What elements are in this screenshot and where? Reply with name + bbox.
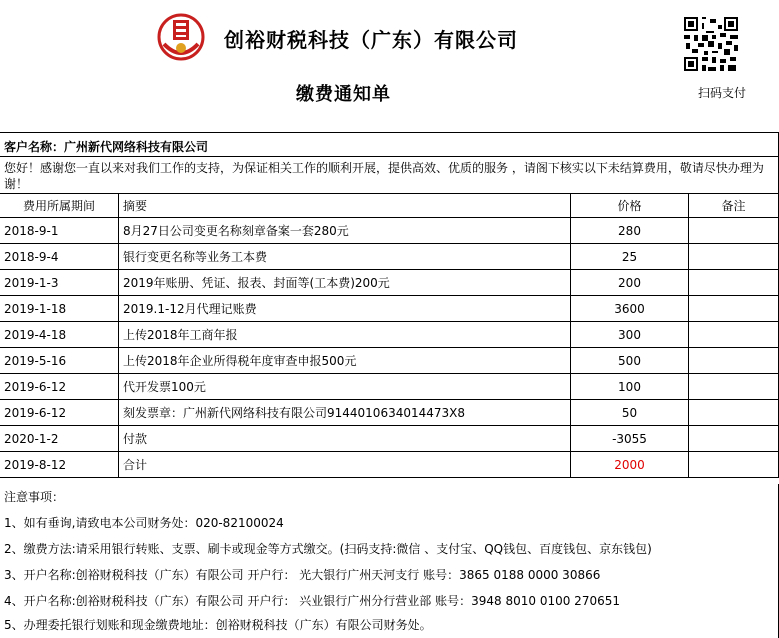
row-remark: [689, 400, 779, 425]
table-row: [0, 348, 779, 374]
row-period: 2019-6-12: [0, 400, 119, 425]
note-item: 5、办理委托银行划账和现金缴费地址：创裕财税科技（广东）有限公司财务处。: [4, 618, 432, 632]
header-remark: 备注: [689, 194, 779, 217]
note-item: 1、如有垂询,请致电本公司财务处：020-82100024: [4, 516, 284, 530]
document-header: [0, 0, 779, 130]
row-remark: [689, 322, 779, 347]
greeting-text: 您好！感谢您一直以来对我们工作的支持，为保证相关工作的顺利开展，提供高效、优质的服务 ，请阁下核实以下未结算费用，敬请尽快办理为谢！: [4, 161, 764, 191]
row-price: 300: [571, 322, 689, 347]
row-remark: [689, 348, 779, 373]
table-row: [0, 218, 779, 244]
row-summary: 8月27日公司变更名称刻章备案一套280元: [119, 218, 571, 243]
table-row: [0, 244, 779, 270]
table-row: [0, 400, 779, 426]
greeting-row: [0, 157, 779, 194]
row-summary: 2019年账册、凭证、报表、封面等(工本费)200元: [119, 270, 571, 295]
table-row: [0, 374, 779, 400]
note-item: 2、缴费方法:请采用银行转账、支票、刷卡或现金等方式缴交。(扫码支持:微信 、支付宝、QQ钱包、百度钱包、京东钱包): [4, 542, 652, 556]
row-summary: 上传2018年企业所得税年度审查申报500元: [119, 348, 571, 373]
row-remark: [689, 244, 779, 269]
customer-row: [0, 132, 779, 157]
qr-pay-label: 扫码支付: [698, 86, 747, 100]
row-summary: 上传2018年工商年报: [119, 322, 571, 347]
notes-title: 注意事项：: [4, 490, 65, 504]
row-remark: [689, 218, 779, 243]
note-item: 3、开户名称:创裕财税科技（广东）有限公司 开户行： 光大银行广州天河支行 账号：3865 0188 0000 30866: [4, 568, 601, 582]
company-seal-logo: [156, 12, 206, 62]
row-price: 25: [571, 244, 689, 269]
row-price: 500: [571, 348, 689, 373]
document-title: 缴费通知单: [296, 84, 391, 105]
row-summary: 代开发票100元: [119, 374, 571, 399]
row-remark: [689, 296, 779, 321]
table-row: [0, 426, 779, 452]
row-summary: 合计: [119, 452, 571, 477]
row-price: 3600: [571, 296, 689, 321]
note-item: 4、开户名称:创裕财税科技（广东）有限公司 开户行： 兴业银行广州分行营业部 账号：3948 8010 0100 270651: [4, 594, 620, 608]
row-price: 50: [571, 400, 689, 425]
row-period: 2018-9-1: [0, 218, 119, 243]
row-period: 2019-1-3: [0, 270, 119, 295]
row-price: 200: [571, 270, 689, 295]
row-period: 2018-9-4: [0, 244, 119, 269]
row-remark: [689, 426, 779, 451]
row-remark: [689, 452, 779, 477]
qr-code-icon[interactable]: [682, 12, 740, 76]
row-remark: [689, 374, 779, 399]
customer-name: 客户名称：广州新代网络科技有限公司: [4, 140, 209, 154]
notes-frame: [0, 484, 779, 638]
header-period: 费用所属期间: [0, 194, 119, 217]
row-summary: 银行变更名称等业务工本费: [119, 244, 571, 269]
row-period: 2019-6-12: [0, 374, 119, 399]
header-summary: 摘要: [119, 194, 571, 217]
row-price: -3055: [571, 426, 689, 451]
company-name: 创裕财税科技（广东）有限公司: [224, 28, 518, 52]
row-summary: 刻发票章：广州新代网络科技有限公司9144010634014473X8: [119, 400, 571, 425]
row-period: 2019-8-12: [0, 452, 119, 477]
row-price: 280: [571, 218, 689, 243]
row-period: 2019-4-18: [0, 322, 119, 347]
row-period: 2019-5-16: [0, 348, 119, 373]
total-price: 2000: [571, 452, 689, 477]
fee-notice-sheet: [0, 132, 779, 478]
table-header-row: [0, 194, 779, 218]
row-remark: [689, 270, 779, 295]
row-period: 2020-1-2: [0, 426, 119, 451]
row-summary: 2019.1-12月代理记账费: [119, 296, 571, 321]
row-price: 100: [571, 374, 689, 399]
row-summary: 付款: [119, 426, 571, 451]
header-price: 价格: [571, 194, 689, 217]
table-row: [0, 296, 779, 322]
table-row: [0, 322, 779, 348]
table-row: [0, 270, 779, 296]
row-period: 2019-1-18: [0, 296, 119, 321]
total-row: [0, 452, 779, 478]
